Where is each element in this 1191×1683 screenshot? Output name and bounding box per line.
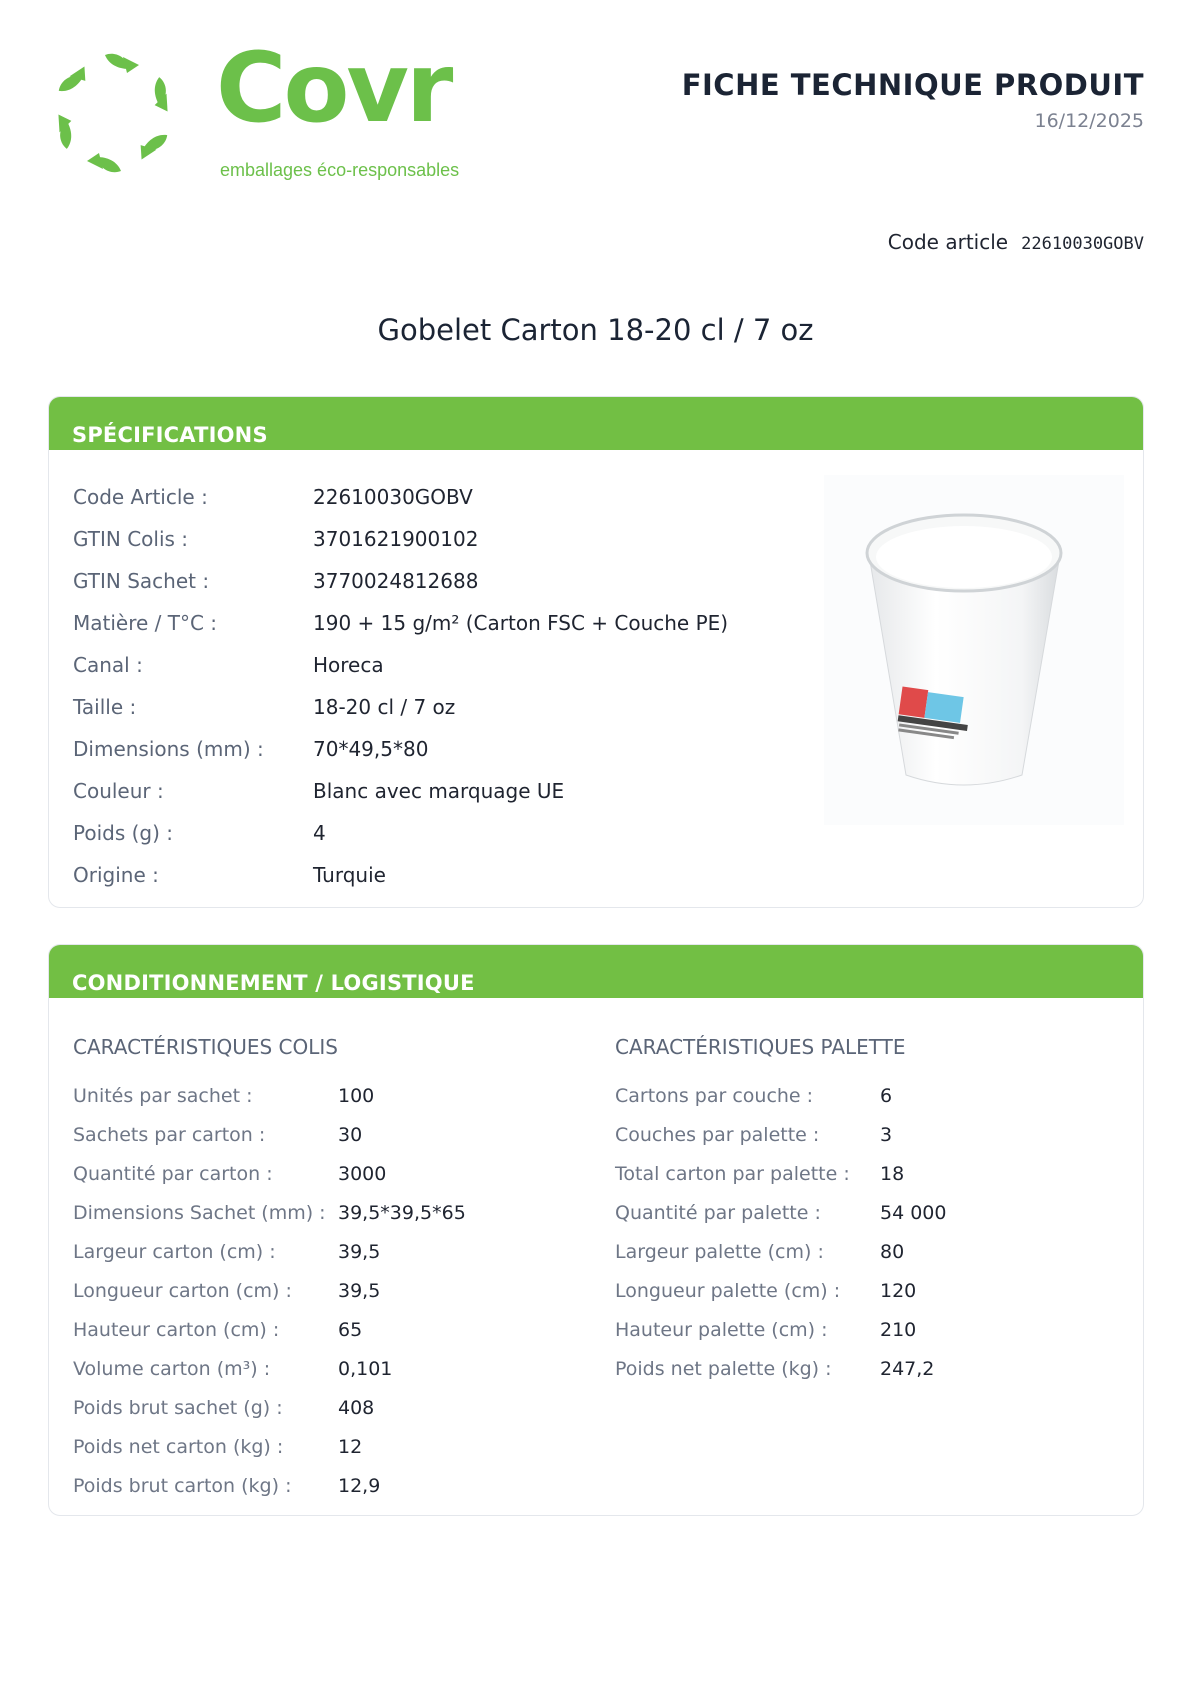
palette-key: Couches par palette : — [615, 1124, 820, 1146]
brand-tagline: emballages éco-responsables — [220, 160, 460, 180]
palette-row — [615, 1241, 1115, 1280]
spec-row — [73, 647, 773, 689]
colis-row — [73, 1319, 573, 1358]
colis-value: 39,5 — [338, 1280, 381, 1302]
colis-value: 39,5 — [338, 1241, 381, 1263]
spec-row — [73, 815, 773, 857]
spec-value: Turquie — [313, 863, 386, 887]
spec-value: 3701621900102 — [313, 527, 479, 551]
document-type-title: FICHE TECHNIQUE PRODUIT — [681, 68, 1144, 102]
spec-row — [73, 605, 773, 647]
spec-key: Poids (g) : — [73, 821, 174, 845]
palette-value: 3 — [880, 1124, 893, 1146]
spec-value: 3770024812688 — [313, 569, 479, 593]
colis-key: Poids brut sachet (g) : — [73, 1397, 283, 1419]
palette-key: Cartons par couche : — [615, 1085, 814, 1107]
colis-key: Largeur carton (cm) : — [73, 1241, 276, 1263]
palette-row — [615, 1319, 1115, 1358]
colis-row — [73, 1085, 573, 1124]
spec-key: Dimensions (mm) : — [73, 737, 264, 761]
colis-value: 65 — [338, 1319, 363, 1341]
palette-value: 210 — [880, 1319, 917, 1341]
spec-key: Canal : — [73, 653, 143, 677]
spec-value: Blanc avec marquage UE — [313, 779, 565, 803]
palette-row — [615, 1280, 1115, 1319]
palette-value: 18 — [880, 1163, 905, 1185]
spec-row — [73, 563, 773, 605]
colis-value: 12,9 — [338, 1475, 381, 1497]
spec-key: GTIN Sachet : — [73, 569, 210, 593]
spec-row — [73, 521, 773, 563]
palette-value: 120 — [880, 1280, 917, 1302]
palette-key: Poids net palette (kg) : — [615, 1358, 832, 1380]
palette-row — [615, 1358, 1115, 1397]
palette-key: Largeur palette (cm) : — [615, 1241, 824, 1263]
colis-value: 3000 — [338, 1163, 387, 1185]
product-title: Gobelet Carton 18-20 cl / 7 oz — [377, 313, 814, 347]
palette-value: 80 — [880, 1241, 905, 1263]
colis-row — [73, 1436, 573, 1475]
palette-key: Hauteur palette (cm) : — [615, 1319, 828, 1341]
colis-row — [73, 1358, 573, 1397]
colis-row — [73, 1397, 573, 1436]
palette-value: 6 — [880, 1085, 893, 1107]
spec-key: Couleur : — [73, 779, 164, 803]
specifications-table — [73, 479, 773, 899]
colis-value: 30 — [338, 1124, 363, 1146]
colis-column — [73, 1035, 573, 1514]
company-logo — [48, 32, 488, 188]
logistics-heading: CONDITIONNEMENT / LOGISTIQUE — [72, 971, 475, 995]
spec-row — [73, 731, 773, 773]
colis-row — [73, 1475, 573, 1514]
spec-key: Origine : — [73, 863, 159, 887]
article-code-label: Code article — [887, 230, 1009, 254]
spec-key: Taille : — [73, 695, 137, 719]
colis-key: Poids brut carton (kg) : — [73, 1475, 292, 1497]
spec-key: Code Article : — [73, 485, 208, 509]
colis-key: Sachets par carton : — [73, 1124, 266, 1146]
colis-key: Dimensions Sachet (mm) : — [73, 1202, 326, 1224]
colis-key: Hauteur carton (cm) : — [73, 1319, 280, 1341]
spec-row — [73, 857, 773, 899]
spec-key: Matière / T°C : — [73, 611, 218, 635]
spec-row — [73, 689, 773, 731]
recycle-leaves-icon — [48, 48, 178, 178]
specifications-card — [48, 396, 1144, 908]
colis-key: Volume carton (m³) : — [73, 1358, 271, 1380]
spec-value: 4 — [313, 821, 326, 845]
product-image — [824, 475, 1124, 825]
colis-row — [73, 1202, 573, 1241]
colis-value: 0,101 — [338, 1358, 393, 1380]
palette-row — [615, 1124, 1115, 1163]
palette-key: Quantité par palette : — [615, 1202, 821, 1224]
palette-key: Total carton par palette : — [615, 1163, 850, 1185]
palette-value: 54 000 — [880, 1202, 947, 1224]
colis-title: CARACTÉRISTIQUES COLIS — [73, 1035, 338, 1059]
palette-value: 247,2 — [880, 1358, 935, 1380]
spec-value: Horeca — [313, 653, 384, 677]
spec-value: 190 + 15 g/m² (Carton FSC + Couche PE) — [313, 611, 729, 635]
colis-key: Poids net carton (kg) : — [73, 1436, 284, 1458]
colis-key: Unités par sachet : — [73, 1085, 253, 1107]
palette-row — [615, 1202, 1115, 1241]
palette-title: CARACTÉRISTIQUES PALETTE — [615, 1035, 906, 1059]
colis-value: 12 — [338, 1436, 363, 1458]
article-code-value: 22610030GOBV — [1021, 234, 1144, 254]
article-code-row — [888, 230, 1144, 254]
spec-value: 70*49,5*80 — [313, 737, 429, 761]
spec-value: 18-20 cl / 7 oz — [313, 695, 456, 719]
spec-key: GTIN Colis : — [73, 527, 189, 551]
colis-key: Quantité par carton : — [73, 1163, 273, 1185]
logistics-header — [49, 945, 1143, 998]
palette-column — [615, 1035, 1115, 1397]
document-date: 16/12/2025 — [1034, 110, 1144, 132]
brand-name: Covr — [216, 32, 451, 144]
colis-row — [73, 1280, 573, 1319]
specifications-heading: SPÉCIFICATIONS — [72, 423, 268, 447]
colis-value: 39,5*39,5*65 — [338, 1202, 466, 1224]
colis-row — [73, 1241, 573, 1280]
spec-row — [73, 479, 773, 521]
colis-key: Longueur carton (cm) : — [73, 1280, 292, 1302]
specifications-header — [49, 397, 1143, 450]
logistics-card — [48, 944, 1144, 1516]
spec-value: 22610030GOBV — [313, 485, 473, 509]
colis-value: 100 — [338, 1085, 375, 1107]
colis-value: 408 — [338, 1397, 375, 1419]
palette-row — [615, 1163, 1115, 1202]
spec-row — [73, 773, 773, 815]
colis-row — [73, 1163, 573, 1202]
palette-row — [615, 1085, 1115, 1124]
colis-row — [73, 1124, 573, 1163]
paper-cup-icon — [824, 475, 1124, 825]
palette-key: Longueur palette (cm) : — [615, 1280, 841, 1302]
